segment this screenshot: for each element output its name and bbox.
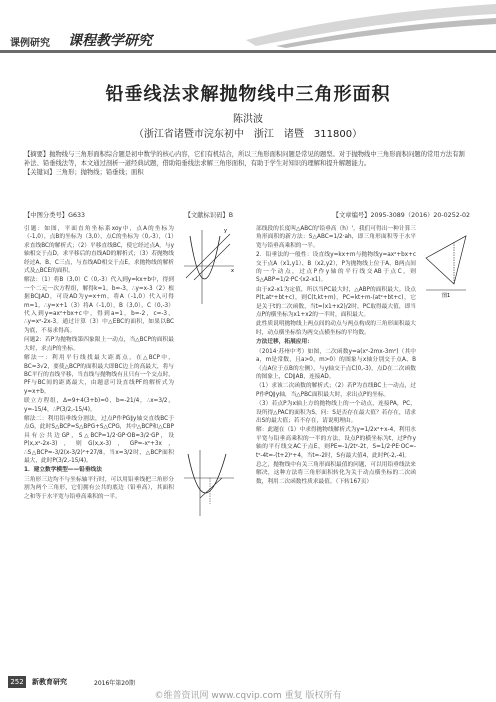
- section-heading: 1．建立数学模型——铅垂线法: [24, 467, 102, 474]
- abstract: [24, 150, 470, 178]
- paragraph: 2．铅垂法的一般性：设直线y=kx+m与抛物线y=ax²+bx+c交于点A（x1,y1）、B（x2,y2），P为抛物线上位于A、B两点间的一个动点，过点P作y轴的平行线交AB于点C，则S△ABP=1/2·PC·(x2-x1)。: [256, 252, 416, 284]
- right-column: [256, 225, 416, 665]
- figure-caption: 图1: [442, 293, 451, 298]
- page-header: [0, 0, 496, 52]
- journal-name: 新教育研究: [32, 678, 67, 686]
- paragraph: 三角形三边均不与坐标轴平行时，可以用铅垂线把三角形分割为两个三角形，它们拥有公共的底边（铅垂高），其面积之和等于水平宽与铅垂高乘积的一半。: [24, 476, 174, 500]
- section-tab: 课例研究: [10, 38, 50, 49]
- column-title: 课程教学研究: [68, 33, 152, 49]
- article-number: 【文章编号】2095-3089（2016）20-0252-02: [332, 212, 470, 219]
- paragraph: 解法二：利用铅垂线分割法，过点P作PG∥y轴交直线BC于点G，此时S△BCP=S△BPG+S△CPG，其中△BCP和△CBP具有公共边GP，S△BCP=1/2·GP·OB=3/2·GP，设P(x,x²-2x-3)，则G(x,x-3)，GP=-x²+3x，∴S△BCP=-3/2(x-3/2)²+27/8，当x=3/2时，△BCP面积最大，此时P(3/2,-15/4)。: [24, 415, 174, 464]
- paragraph: 问题2：若P为抛物线第四象限上一动点，当△BCP的面积最大时，求点P的坐标。: [24, 337, 174, 352]
- keywords: 【关键词】三角形；抛物线；铅垂线；面积: [24, 169, 144, 177]
- paragraph: （2014·苏州中考）如图，二次函数y=a(x²-2mx-3m²)（其中a，m是常数，且a>0，m>0）的图象与x轴分别交于点A、B（点A位于点B的左侧），与y轴交于点C(0,-3)，点D在二次函数的图象上，CD∥AB，连接AD。: [256, 348, 416, 380]
- page-number: 252: [8, 676, 26, 688]
- paragraph: （3）若点P为x轴上方的抛物线上的一个动点，连接PA，PC，设所得△PAC的面积为S，问：S是否存在最大值？若存在，请求出S的最大值；若不存在，请说明理由。: [256, 401, 416, 424]
- parabola-figure-1: [180, 226, 236, 306]
- left-column: [24, 225, 174, 665]
- triangle-figure: [420, 228, 474, 298]
- watermark-text: ©维普资讯网 www.cqvip.com 重复 版权所有: [154, 691, 342, 701]
- document-code: 【文献标识码】B: [184, 212, 234, 219]
- svg-text:y: y: [224, 228, 227, 234]
- paragraph: 引题：如图，平面直角坐标系xoy中，点A的坐标为（-1,0），点B的坐标为（3,0），点C的坐标为（0,-3），（1）求直线BC的解析式；（2）平移直线BC，使它经过点A，与y轴相交于点D，求平移后的直线AD的解析式；（3）若抛物线经过A、B、C三点，与直线AD相交于点E，求抛物线的解析式及△BCE的面积。: [24, 226, 174, 275]
- paragraph: 由于x2-x1为定值，所以当PC最大时，△ABP的面积最大。设点P(t,at²+bt+c)，则C(t,kt+m)，PC=kt+m-(at²+bt+c)，它是关于t的二次函数，当t=(x1+x2)/2时，PC取得最大值，即当点P的横坐标为x1+x2的一半时，面积最大。: [256, 286, 416, 319]
- parabola-figure-2: [182, 448, 236, 518]
- paragraph: 部线段的长度叫△ABC的'铅垂高（h）'，我们可得出一种计算三角形面积的新方法：S△ABC=1/2·ah，即三角形面积等于水平宽与铅垂高乘积的一半。: [256, 226, 416, 249]
- abstract-text: 【摘要】抛物线与三角形面积综合题是初中数学的核心内容，它们有机结合，所以三角形面积问题是常见的题型。对于抛物线中三角形面积问题的常用方法有割补法、铅垂线法等，本文通过剖析一道经典试题，借助铅垂线法求解三角形面积，有助于学生对知识的理解和提升解题能力。: [24, 151, 465, 168]
- article-author: 陈洪波: [233, 114, 263, 125]
- paragraph: （1）求该二次函数的解析式；（2）若P为直线BC上一动点，过P作PQ∥y轴，当△PBC面积最大时，求出点P的坐标。: [256, 383, 416, 398]
- issue-info: 2016年第20期: [94, 680, 135, 687]
- svg-text:x: x: [231, 268, 234, 274]
- classification-line: [24, 210, 470, 219]
- paragraph: 解法：（1）将B（3,0）C（0,-3）代入到y=kx+b中，得到一个二元一次方程组，解得k=1，b=-3，∴y=x-3（2）根据BC∥AD，可设AD为y=x+m，将A（-1,0）代入可得m=1，∴y=x+1（3）将A（-1,0），B（3,0），C（0,-3）代入到y=ax²+bx+c中，得到a=1，b=-2，c=-3，∴y=x²-2x-3。通过计算（3）中△EBC的面积，如果以BC为底，不易求得高。: [24, 277, 174, 334]
- section-heading: 方法迁移，拓展应用：: [256, 339, 313, 346]
- author-affiliation: （浙江省诸暨市浣东初中 浙江 诸暨 311800）: [133, 129, 363, 140]
- header-decoration: [246, 0, 496, 52]
- paragraph: 此性质说明抛物线上两点间的动点与两点构成的三角形面积最大时，动点横坐标恰为两交点横坐标的平均数。: [256, 321, 416, 336]
- paragraph: 总之，抛物线中有关三角形面积最值的问题，可以用铅垂线法来解决，这种方法将三角形面积转化为关于动点横坐标的二次函数，利用二次函数性质求最值。（下转167页）: [256, 461, 416, 485]
- paragraph: 联立方程组，Δ=9+4(3+b)=0，b=-21/4，∴x=3/2，y=-15/4，∴P(3/2,-15/4)。: [24, 398, 174, 413]
- paragraph: 解：此题在（1）中求得抛物线解析式为y=1/2x²+x-4，利用水平宽与铅垂高乘积的一半的方法，设点P的横坐标为t，过P作y轴的平行线交AC于点E，则PE=-1/2t²-2t，S=1/2·PE·OC=-t²-4t=-(t+2)²+4，当t=-2时，S有最大值4，此时P(-2,-4)。: [256, 427, 416, 459]
- paragraph: 解法一：利用平行线找最大距离点，在△BCP中，BC=3√2，要使△BCP的面积最大即BC边上的高最大，将与BC平行的直线平移，当直线与抛物线有且只有一个交点时，PF与BC间的距离最大，由题意可设直线PF的解析式为y=x+b。: [24, 355, 174, 395]
- article-title: 铅垂线法求解抛物线中三角形面积: [105, 84, 391, 105]
- class-number: 【中图分类号】G633: [24, 212, 85, 219]
- header-rule: [0, 50, 496, 53]
